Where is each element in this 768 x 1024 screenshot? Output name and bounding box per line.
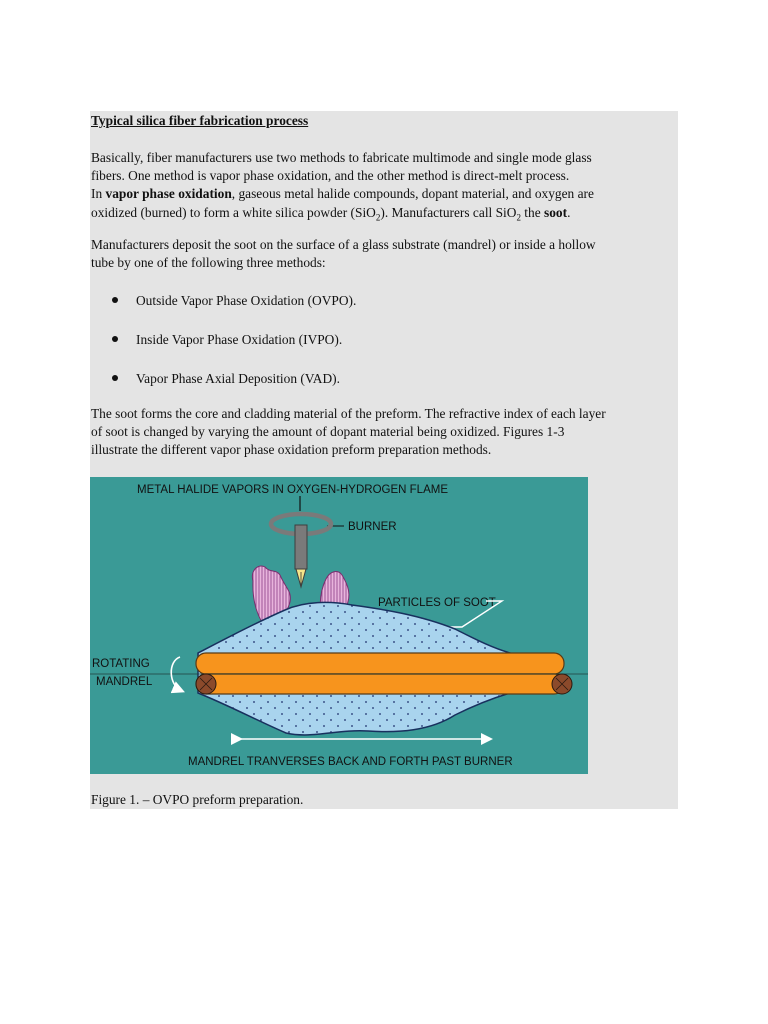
figure-label-top: METAL HALIDE VAPORS IN OXYGEN-HYDROGEN FLAME xyxy=(137,484,448,496)
soot-term: soot xyxy=(544,204,568,220)
intro-line-3: In vapor phase oxidation, gaseous metal halide compounds, dopant material, and oxygen are xyxy=(91,186,594,202)
methods-line-2: tube by one of the following three methods: xyxy=(91,255,326,271)
intro-line-1: Basically, fiber manufacturers use two methods to fabricate multimode and single mode glass xyxy=(91,150,592,165)
bullet-item-ovpo: Outside Vapor Phase Oxidation (OVPO). xyxy=(112,292,356,310)
soot-line-2: of soot is changed by varying the amount of dopant material being oxidized. Figures 1-3 xyxy=(91,424,565,440)
intro-line-4: oxidized (burned) to form a white silica powder (SiO$_2$). Manufacturers call SiO$_2$ the soot. xyxy=(91,204,571,223)
page-title: Typical silica fiber fabrication process xyxy=(91,113,309,128)
ovpo-diagram xyxy=(90,477,588,774)
soot-paragraph xyxy=(91,405,677,460)
intro-paragraph xyxy=(91,149,677,222)
figure-label-burner: BURNER xyxy=(348,521,397,533)
bullet-icon xyxy=(112,375,118,381)
methods-paragraph xyxy=(91,236,677,272)
bullet-item-ivpo: Inside Vapor Phase Oxidation (IVPO). xyxy=(112,331,342,349)
figure-label-rotating: ROTATING xyxy=(92,658,150,670)
soot-line-1: The soot forms the core and cladding material of the preform. The refractive index of each layer xyxy=(91,406,606,421)
figure-label-mandrel: MANDREL xyxy=(96,676,153,688)
bullet-icon xyxy=(112,336,118,342)
figure-label-bottom: MANDREL TRANVERSES BACK AND FORTH PAST BURNER xyxy=(188,756,513,768)
ovpo-figure xyxy=(90,477,588,774)
mandrel-right-end xyxy=(552,674,572,694)
bullet-icon xyxy=(112,297,118,303)
mandrel-left-end xyxy=(196,674,216,694)
vapor-phase-oxidation-term: vapor phase oxidation xyxy=(105,186,232,202)
bullet-item-vad: Vapor Phase Axial Deposition (VAD). xyxy=(112,370,340,388)
methods-line-1: Manufacturers deposit the soot on the surface of a glass substrate (mandrel) or inside a hollow xyxy=(91,237,596,252)
figure-caption: Figure 1. – OVPO preform preparation. xyxy=(91,792,304,807)
figure-label-soot: PARTICLES OF SOOT xyxy=(378,597,496,609)
soot-line-3: illustrate the different vapor phase oxidation preform preparation methods. xyxy=(91,442,492,458)
intro-line-2: fibers. One method is vapor phase oxidation, and the other method is direct-melt process. xyxy=(91,168,570,184)
